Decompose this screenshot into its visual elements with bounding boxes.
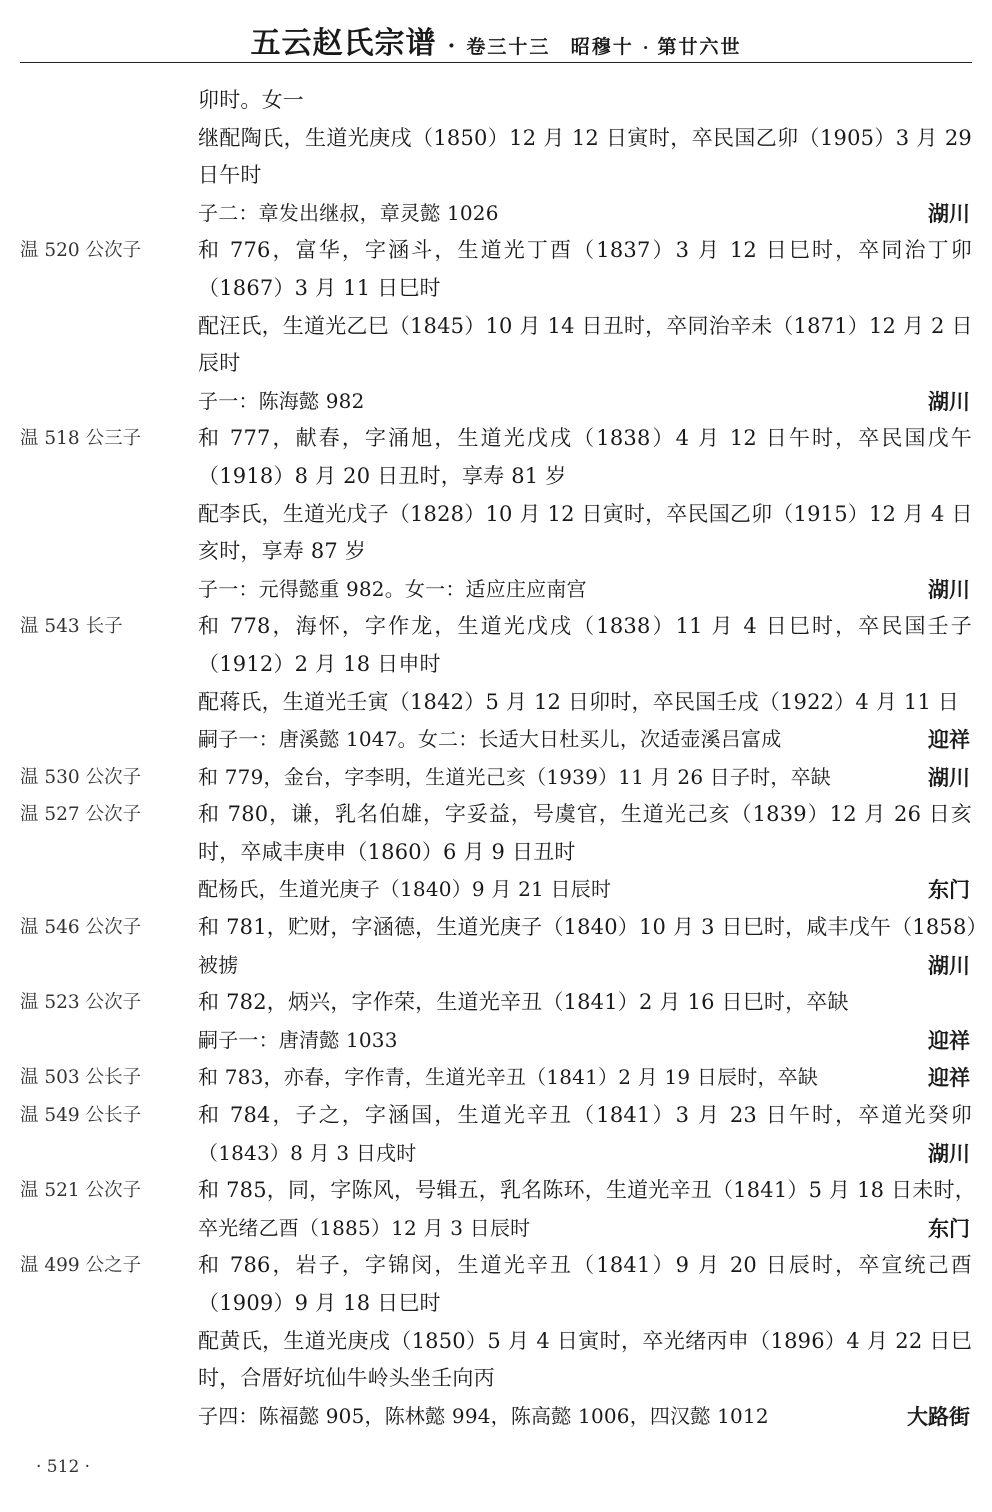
- entry-text: 亥时，享寿 87 岁: [198, 539, 367, 564]
- residence-location: 湖川: [928, 1140, 970, 1166]
- entry-line: [20, 1172, 976, 1210]
- entry-line: [20, 1360, 972, 1398]
- entry-line: [20, 82, 972, 120]
- entry-text: 子一：陈海懿 982: [198, 388, 365, 413]
- entry-text: 子四：陈福懿 905，陈林懿 994，陈高懿 1006，四汉懿 1012: [198, 1403, 769, 1428]
- genealogy-entries: [20, 82, 988, 1435]
- entry-line: [20, 533, 972, 571]
- entry-text: 辰时: [198, 351, 241, 376]
- residence-location: 湖川: [928, 952, 970, 978]
- parent-label: 温 549 公长子: [20, 1105, 142, 1127]
- entry-text: 嗣子一：唐溪懿 1047。女二：长适大日杜买儿，次适壶溪吕富成: [198, 727, 782, 752]
- entry-line: [20, 345, 972, 383]
- entry-line: [20, 1398, 972, 1436]
- entry-line: [20, 796, 972, 834]
- entry-text: 和 786，岩子，字锦闵，生道光辛丑（1841）9 月 20 日辰时，卒宣统己酉: [198, 1253, 972, 1278]
- entry-text: 和 777，献春，字涌旭，生道光戊戌（1838）4 月 12 日午时，卒民国戊午: [198, 426, 972, 451]
- entry-text: 继配陶氏，生道光庚戌（1850）12 月 12 日寅时，卒民国乙卯（1905）3 月 29: [198, 125, 972, 150]
- residence-location: 大路街: [907, 1403, 970, 1429]
- entry-text: 和 781，贮财，字涵德，生道光庚子（1840）10 月 3 日巳时，咸丰戊午（1858）: [198, 915, 988, 940]
- volume-label: 卷三十三: [466, 36, 551, 58]
- parent-label: 温 530 公次子: [20, 766, 142, 788]
- page-header: [20, 18, 972, 63]
- entry-text: （1912）2 月 18 日申时: [198, 651, 441, 676]
- entry-line: [20, 496, 972, 534]
- entry-line: [20, 834, 972, 872]
- entry-text: 和 784，子之，字涵国，生道光辛丑（1841）3 月 23 日午时，卒道光癸卯: [198, 1103, 972, 1128]
- entry-line: [20, 1285, 972, 1323]
- entry-line: [20, 458, 972, 496]
- entry-text: 嗣子一：唐清懿 1033: [198, 1027, 398, 1052]
- entry-text: 被掳: [198, 952, 239, 977]
- entry-line: [20, 984, 972, 1022]
- entry-line: [20, 195, 972, 233]
- entry-line: [20, 646, 972, 684]
- residence-location: 东门: [928, 1215, 970, 1241]
- residence-location: 迎祥: [928, 1065, 970, 1091]
- entry-text: 卒光绪乙酉（1885）12 月 3 日辰时: [198, 1215, 531, 1240]
- entry-line: [20, 1059, 972, 1097]
- entry-text: 配汪氏，生道光乙巳（1845）10 月 14 日丑时，卒同治辛未（1871）12 月 2 日: [198, 313, 973, 338]
- entry-text: （1867）3 月 11 日巳时: [198, 275, 441, 300]
- genealogy-title: 五云赵氏宗谱: [250, 26, 437, 61]
- entry-line: [20, 1135, 972, 1173]
- entry-text: （1843）8 月 3 日戌时: [198, 1140, 417, 1165]
- entry-text: 和 782，炳兴，字作荣，生道光辛丑（1841）2 月 16 日巳时，卒缺: [198, 990, 849, 1015]
- entry-line: [20, 232, 972, 270]
- entry-line: [20, 571, 972, 609]
- entry-line: [20, 684, 972, 722]
- entry-line: [20, 270, 972, 308]
- entry-text: 配杨氏，生道光庚子（1840）9 月 21 日辰时: [198, 877, 612, 902]
- entry-line: [20, 608, 972, 646]
- entry-text: 和 778，海怀，字作龙，生道光戊戌（1838）11 月 4 日巳时，卒民国壬子: [198, 614, 972, 639]
- entry-text: （1909）9 月 18 日巳时: [198, 1291, 441, 1315]
- entry-text: 和 783，亦春，字作青，生道光辛丑（1841）2 月 19 日辰时，卒缺: [198, 1065, 819, 1090]
- section-label: 昭穆十: [570, 36, 634, 58]
- entry-text: （1918）8 月 20 日丑时，享寿 81 岁: [198, 463, 567, 488]
- entry-line: [20, 383, 972, 421]
- entry-line: [20, 120, 972, 158]
- parent-label: 温 521 公次子: [20, 1180, 142, 1202]
- entry-line: [20, 1210, 972, 1248]
- entry-text: 和 785，同，字陈风，号辑五，乳名陈环，生道光辛丑（1841）5 月 18 日未时，: [198, 1178, 976, 1203]
- entry-text: 卯时。女一: [198, 88, 304, 112]
- residence-location: 湖川: [928, 200, 970, 226]
- entry-line: [20, 759, 972, 797]
- entry-line: [20, 420, 972, 458]
- entry-line: [20, 1022, 972, 1060]
- entry-text: 和 776，富华，字涵斗，生道光丁酉（1837）3 月 12 日巳时，卒同治丁卯: [198, 238, 972, 263]
- entry-text: 配李氏，生道光戊子（1828）10 月 12 日寅时，卒民国乙卯（1915）12 月 4 日: [198, 501, 973, 526]
- section-separator: ·: [642, 38, 649, 57]
- parent-label: 温 520 公次子: [20, 240, 142, 262]
- entry-line: [20, 871, 972, 909]
- residence-location: 迎祥: [928, 727, 970, 753]
- entry-line: [20, 308, 972, 346]
- entry-text: 子一：元得懿重 982。女一：适应庄应南宫: [198, 576, 587, 601]
- parent-label: 温 543 长子: [20, 616, 123, 638]
- entry-text: 配蒋氏，生道光壬寅（1842）5 月 12 日卯时，卒民国壬戌（1922）4 月 11 日: [198, 689, 960, 714]
- parent-label: 温 523 公次子: [20, 992, 142, 1014]
- title-separator: ·: [447, 33, 456, 59]
- entry-line: [20, 1323, 972, 1361]
- entry-text: 时，合厝好坑仙牛岭头坐壬向丙: [198, 1366, 495, 1391]
- residence-location: 湖川: [928, 764, 970, 790]
- parent-label: 温 527 公次子: [20, 804, 142, 826]
- residence-location: 东门: [928, 877, 970, 903]
- parent-label: 温 546 公次子: [20, 917, 142, 939]
- entry-line: [20, 947, 972, 985]
- entry-line: [20, 721, 972, 759]
- residence-location: 湖川: [928, 388, 970, 414]
- entry-text: 和 780，谦，乳名伯雄，字妥益，号虞官，生道光己亥（1839）12 月 26 日亥: [198, 802, 972, 827]
- parent-label: 温 518 公三子: [20, 428, 142, 450]
- parent-label: 温 499 公之子: [20, 1255, 142, 1277]
- residence-location: 迎祥: [928, 1027, 970, 1053]
- entry-line: [20, 157, 972, 195]
- entry-line: [20, 1097, 972, 1135]
- entry-text: 日午时: [198, 163, 262, 188]
- entry-text: 和 779，金台，字李明，生道光己亥（1939）11 月 26 日子时，卒缺: [198, 764, 831, 789]
- entry-text: 配黄氏，生道光庚戌（1850）5 月 4 日寅时，卒光绪丙申（1896）4 月 22 日巳: [198, 1328, 972, 1353]
- generation-label: 第廿六世: [657, 36, 742, 58]
- residence-location: 湖川: [928, 576, 970, 602]
- entry-text: 子二：章发出继叔，章灵懿 1026: [198, 200, 499, 225]
- page-number: · 512 ·: [36, 1457, 91, 1477]
- entry-line: [20, 909, 988, 947]
- entry-text: 时，卒咸丰庚申（1860）6 月 9 日丑时: [198, 839, 576, 864]
- entry-line: [20, 1247, 972, 1285]
- parent-label: 温 503 公长子: [20, 1067, 142, 1089]
